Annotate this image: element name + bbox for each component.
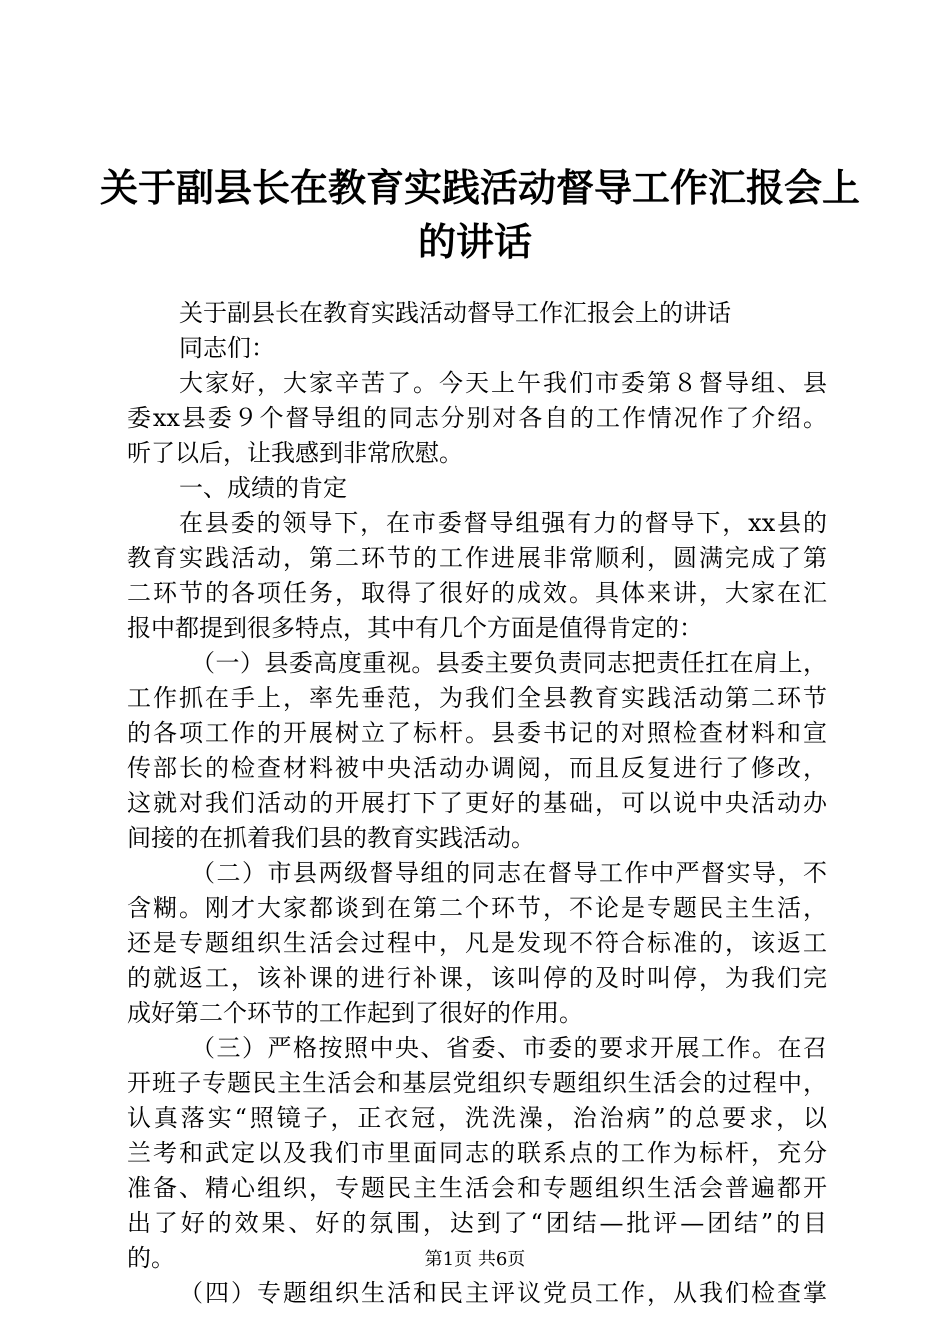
paragraph-line: （四）专题组织生活和民主评议党员工作，从我们检查掌 — [179, 1279, 827, 1307]
paragraph-line: 准备、精心组织，专题民主生活会和专题组织生活会普遍都开 — [127, 1174, 827, 1202]
paragraph-line: 听了以后，让我感到非常欣慰。 — [127, 439, 463, 467]
paragraph-line: 成好第二个环节的工作起到了很好的作用。 — [127, 999, 583, 1027]
paragraph-line: 的。 — [127, 1244, 175, 1272]
paragraph-line: 在县委的领导下，在市委督导组强有力的督导下，xx县的 — [179, 509, 827, 537]
salutation-line: 同志们： — [179, 334, 275, 362]
section-heading: 一、成绩的肯定 — [179, 474, 347, 502]
paragraph-line: 的各项工作的开展树立了标杆。县委书记的对照检查材料和宣 — [127, 719, 827, 747]
paragraph-line: 含糊。刚才大家都谈到在第二个环节，不论是专题民主生活， — [127, 894, 827, 922]
paragraph-line: 教育实践活动，第二环节的工作进展非常顺利，圆满完成了第 — [127, 544, 827, 572]
paragraph-line: （一）县委高度重视。县委主要负责同志把责任扛在肩上， — [191, 649, 827, 677]
page-number-footer: 第1页 共6页 — [424, 1249, 526, 1270]
paragraph-line: 的就返工，该补课的进行补课，该叫停的及时叫停，为我们完 — [127, 964, 827, 992]
paragraph-line: 二环节的各项任务，取得了很好的成效。具体来讲，大家在汇 — [127, 579, 827, 607]
document-title-line-2: 的讲话 — [417, 220, 532, 264]
paragraph-line: 报中都提到很多特点，其中有几个方面是值得肯定的： — [127, 614, 703, 642]
paragraph-line: 开班子专题民主生活会和基层党组织专题组织生活会的过程中， — [127, 1069, 827, 1097]
subtitle-line: 关于副县长在教育实践活动督导工作汇报会上的讲话 — [179, 299, 731, 327]
paragraph-line: 这就对我们活动的开展打下了更好的基础，可以说中央活动办 — [127, 789, 827, 817]
paragraph-line: 认真落实“照镜子，正衣冠，洗洗澡，治治病”的总要求，以 — [127, 1104, 827, 1132]
document-title-line-1: 关于副县长在教育实践活动督导工作汇报会上 — [100, 166, 861, 210]
paragraph-line: 传部长的检查材料被中央活动办调阅，而且反复进行了修改， — [127, 754, 827, 782]
paragraph-line: 大家好，大家辛苦了。今天上午我们市委第８督导组、县 — [179, 369, 827, 397]
paragraph-line: 还是专题组织生活会过程中，凡是发现不符合标准的，该返工 — [127, 929, 827, 957]
paragraph-line: 出了好的效果、好的氛围，达到了“团结—批评—团结”的目 — [127, 1209, 827, 1237]
paragraph-line: （二）市县两级督导组的同志在督导工作中严督实导，不 — [191, 859, 827, 887]
paragraph-line: 工作抓在手上，率先垂范，为我们全县教育实践活动第二环节 — [127, 684, 827, 712]
paragraph-line: 兰考和武定以及我们市里面同志的联系点的工作为标杆，充分 — [127, 1139, 827, 1167]
document-body — [127, 296, 827, 1311]
paragraph-line: 间接的在抓着我们县的教育实践活动。 — [127, 824, 535, 852]
paragraph-line: 委xx县委９个督导组的同志分别对各自的工作情况作了介绍。 — [127, 404, 827, 432]
paragraph-line: （三）严格按照中央、省委、市委的要求开展工作。在召 — [191, 1034, 827, 1062]
